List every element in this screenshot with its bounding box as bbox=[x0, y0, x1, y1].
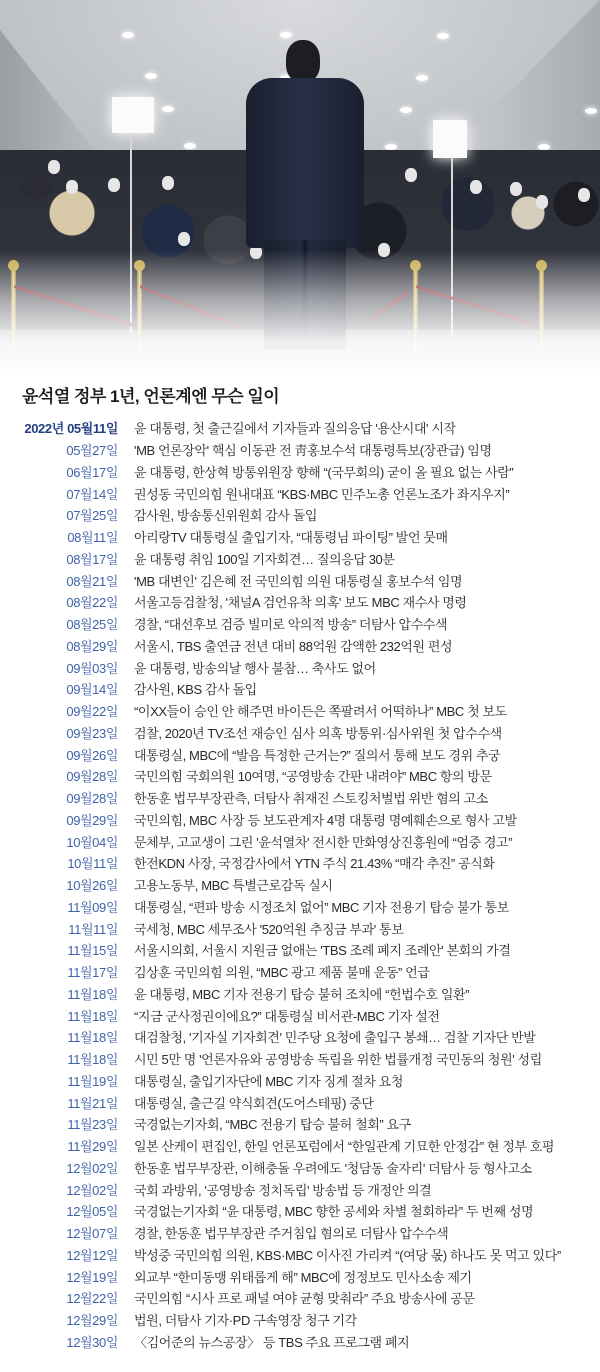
timeline-date: 07월25일 bbox=[66, 508, 118, 524]
timeline-date: 11월18일 bbox=[67, 1008, 118, 1024]
timeline-row bbox=[0, 548, 600, 570]
timeline-date: 12월05일 bbox=[66, 1204, 118, 1220]
timeline-date: 12월29일 bbox=[66, 1313, 118, 1329]
ceiling-light bbox=[400, 107, 412, 113]
timeline-date: 11월09일 bbox=[67, 899, 118, 915]
timeline-date: 11월18일 bbox=[67, 1030, 118, 1046]
timeline-date: 09월28일 bbox=[66, 769, 118, 785]
timeline-event: 대통령실, MBC에 “발음 특정한 근거는?” 질의서 통해 보도 경위 추궁 bbox=[134, 747, 501, 763]
timeline-event: 서울시의회, 서울시 지원금 없애는 'TBS 조례 폐지 조례안' 본회의 가결 bbox=[134, 943, 511, 959]
masked-face bbox=[510, 182, 522, 196]
softbox-light bbox=[112, 97, 154, 133]
timeline-date: 07월14일 bbox=[66, 486, 118, 502]
timeline-date: 11월15일 bbox=[67, 943, 118, 959]
timeline-event: 한전KDN 사장, 국정감사에서 YTN 주식 21.43% “매각 추진” 공식화 bbox=[134, 856, 495, 872]
timeline-date: 08월25일 bbox=[66, 617, 118, 633]
timeline-row bbox=[0, 482, 600, 504]
timeline-row bbox=[0, 613, 600, 635]
timeline-event: 한동훈 법무부장관측, 더탐사 취재진 스토킹처벌법 위반 혐의 고소 bbox=[134, 791, 488, 807]
timeline-event: 대통령실, “편파 방송 시정조치 없어” MBC 기자 전용기 탑승 불가 통보 bbox=[134, 899, 509, 915]
timeline-event: “이XX들이 승인 안 해주면 바이든은 쪽팔려서 어떡하나” MBC 첫 보도 bbox=[134, 704, 507, 720]
timeline-event: 국민의힘 “시사 프로 패널 여야 균형 맞춰라” 주요 방송사에 공문 bbox=[134, 1291, 475, 1307]
timeline-row bbox=[0, 722, 600, 744]
timeline-event: 경찰, “대선후보 검증 빌미로 악의적 방송” 더탐사 압수수색 bbox=[134, 617, 448, 633]
ceiling-light bbox=[122, 32, 134, 38]
ceiling-light bbox=[437, 33, 449, 39]
timeline-row bbox=[0, 439, 600, 461]
timeline-date: 05월27일 bbox=[66, 443, 118, 459]
timeline-row bbox=[0, 917, 600, 939]
timeline-date: 09월22일 bbox=[66, 704, 118, 720]
timeline-date: 12월19일 bbox=[66, 1269, 118, 1285]
timeline-row bbox=[0, 765, 600, 787]
timeline-event: 감사원, KBS 감사 돌입 bbox=[134, 682, 257, 698]
timeline-date: 08월21일 bbox=[66, 573, 118, 589]
timeline-event: 서울고등검찰청, '채널A 검언유착 의혹' 보도 MBC 재수사 명령 bbox=[134, 595, 467, 611]
timeline-event: 대통령실, 출입기자단에 MBC 기자 징계 절차 요청 bbox=[134, 1073, 404, 1089]
timeline-date: 12월22일 bbox=[66, 1291, 118, 1307]
head bbox=[286, 40, 320, 82]
timeline-date: 12월30일 bbox=[66, 1334, 118, 1350]
timeline-date: 11월19일 bbox=[67, 1073, 118, 1089]
timeline-event: 대검찰청, '기자실 기자회견' 민주당 요청에 출입구 봉쇄… 검찰 기자단 반발 bbox=[134, 1030, 536, 1046]
timeline-date: 2022년 05월11일 bbox=[24, 421, 118, 437]
timeline-row bbox=[0, 1331, 600, 1353]
masked-face bbox=[470, 180, 482, 194]
timeline-row bbox=[0, 417, 600, 439]
timeline-event: 국경없는기자회 “윤 대통령, MBC 향한 공세와 차별 철회하라” 두 번째 성명 bbox=[134, 1204, 534, 1220]
masked-face bbox=[178, 232, 190, 246]
timeline-event: 아리랑TV 대통령실 출입기자, “대통령님 파이팅” 발언 뭇매 bbox=[134, 530, 448, 546]
masked-face bbox=[162, 176, 174, 190]
timeline-event: 국세청, MBC 세무조사 '520억원 추징금 부과' 통보 bbox=[134, 921, 404, 937]
timeline-event: 'MB 대변인' 김은혜 전 국민의힘 의원 대통령실 홍보수석 임명 bbox=[134, 573, 463, 589]
timeline-date: 11월18일 bbox=[67, 1052, 118, 1068]
timeline-event: 경찰, 한동훈 법무부장관 주거침입 혐의로 더탐사 압수수색 bbox=[134, 1226, 449, 1242]
timeline-date: 08월29일 bbox=[66, 638, 118, 654]
timeline-event: 'MB 언론장악' 핵심 이동관 전 靑홍보수석 대통령특보(장관급) 임명 bbox=[134, 443, 492, 459]
white-fade-overlay bbox=[0, 250, 600, 372]
timeline-row bbox=[0, 1287, 600, 1309]
ceiling-light bbox=[585, 108, 597, 114]
timeline-date: 11월29일 bbox=[67, 1139, 118, 1155]
timeline-row bbox=[0, 569, 600, 591]
timeline-date: 06월17일 bbox=[66, 464, 118, 480]
timeline-event: 국회 과방위, '공영방송 정치독립' 방송법 등 개정안 의결 bbox=[134, 1182, 432, 1198]
ceiling-light bbox=[162, 106, 174, 112]
timeline-event: 감사원, 방송통신위원회 감사 돌입 bbox=[134, 508, 318, 524]
timeline-date: 10월04일 bbox=[66, 834, 118, 850]
timeline-date: 09월29일 bbox=[66, 812, 118, 828]
timeline-row bbox=[0, 983, 600, 1005]
timeline-date: 11월17일 bbox=[67, 965, 118, 981]
timeline-event: 권성동 국민의힘 원내대표 “KBS·MBC 민주노총 언론노조가 좌지우지” bbox=[134, 486, 510, 502]
masked-face bbox=[405, 168, 417, 182]
timeline-row bbox=[0, 1091, 600, 1113]
softbox-light bbox=[433, 120, 467, 158]
timeline-row bbox=[0, 1222, 600, 1244]
timeline-event: 윤 대통령, 첫 출근길에서 기자들과 질의응답 '용산시대' 시작 bbox=[134, 421, 456, 437]
timeline-event: 박성중 국민의힘 의원, KBS·MBC 이사진 가리켜 “(여당 몫) 하나도 못 먹고 있다” bbox=[134, 1247, 561, 1263]
timeline-event: 윤 대통령 취임 100일 기자회견… 질의응답 30분 bbox=[134, 551, 395, 567]
timeline-date: 08월17일 bbox=[66, 551, 118, 567]
press-conference-photo bbox=[0, 0, 600, 372]
timeline-event: 한동훈 법무부장관, 이해충돌 우려에도 '청담동 술자리' 더탐사 등 형사고소 bbox=[134, 1160, 532, 1176]
timeline-row bbox=[0, 1157, 600, 1179]
masked-face bbox=[66, 180, 78, 194]
timeline-row bbox=[0, 700, 600, 722]
masked-face bbox=[536, 195, 548, 209]
masked-face bbox=[108, 178, 120, 192]
timeline-row bbox=[0, 526, 600, 548]
suit-jacket bbox=[246, 78, 364, 248]
timeline-row bbox=[0, 656, 600, 678]
timeline-row bbox=[0, 1200, 600, 1222]
timeline-row bbox=[0, 1178, 600, 1200]
timeline-date: 09월28일 bbox=[66, 791, 118, 807]
timeline-date: 12월12일 bbox=[66, 1247, 118, 1263]
timeline-event: 일본 산케이 편집인, 한일 언론포럼에서 “한일관계 기묘한 안정감” 현 정부 호평 bbox=[134, 1139, 555, 1155]
timeline-date: 08월11일 bbox=[67, 530, 118, 546]
timeline-event: 윤 대통령, MBC 기자 전용기 탑승 불허 조치에 “헌법수호 일환” bbox=[134, 986, 470, 1002]
timeline-event: 서울시, TBS 출연금 전년 대비 88억원 감액한 232억원 편성 bbox=[134, 638, 453, 654]
timeline-row bbox=[0, 787, 600, 809]
timeline-date: 11월21일 bbox=[67, 1095, 118, 1111]
timeline-event: 문체부, 고교생이 그린 '윤석열차' 전시한 만화영상진흥원에 “엄중 경고” bbox=[134, 834, 513, 850]
timeline-list bbox=[0, 417, 600, 1352]
timeline-event: 〈김어준의 뉴스공장〉 등 TBS 주요 프로그램 폐지 bbox=[134, 1334, 410, 1350]
timeline-date: 12월02일 bbox=[66, 1160, 118, 1176]
timeline-row bbox=[0, 1070, 600, 1092]
ceiling-light bbox=[280, 32, 292, 38]
masked-face bbox=[578, 188, 590, 202]
timeline-row bbox=[0, 1113, 600, 1135]
timeline-row bbox=[0, 1135, 600, 1157]
timeline-event: 국경없는기자회, “MBC 전용기 탑승 불허 철회” 요구 bbox=[134, 1117, 411, 1133]
timeline-date: 09월23일 bbox=[66, 725, 118, 741]
timeline-event: 윤 대통령, 방송의날 행사 불참… 축사도 없어 bbox=[134, 660, 376, 676]
timeline-row bbox=[0, 1244, 600, 1266]
timeline-date: 09월26일 bbox=[66, 747, 118, 763]
timeline-row bbox=[0, 461, 600, 483]
timeline-row bbox=[0, 1048, 600, 1070]
timeline-event: 외교부 “한미동맹 위태롭게 해” MBC에 정정보도 민사소송 제기 bbox=[134, 1269, 472, 1285]
timeline-date: 11월23일 bbox=[67, 1117, 118, 1133]
timeline-row bbox=[0, 591, 600, 613]
timeline-event: 고용노동부, MBC 특별근로감독 실시 bbox=[134, 878, 333, 894]
timeline-row bbox=[0, 852, 600, 874]
ceiling-light bbox=[184, 143, 196, 149]
timeline-event: “지금 군사정권이에요?” 대통령실 비서관-MBC 기자 설전 bbox=[134, 1008, 440, 1024]
timeline-date: 12월02일 bbox=[66, 1182, 118, 1198]
timeline-event: 법원, 더탐사 기자·PD 구속영장 청구 기각 bbox=[134, 1313, 357, 1329]
timeline-date: 09월14일 bbox=[66, 682, 118, 698]
timeline-event: 윤 대통령, 한상혁 방통위원장 향해 “(국무회의) 굳이 올 필요 없는 사람” bbox=[134, 464, 514, 480]
timeline-row bbox=[0, 635, 600, 657]
timeline-row bbox=[0, 830, 600, 852]
timeline-row bbox=[0, 1004, 600, 1026]
timeline-row bbox=[0, 678, 600, 700]
masked-face bbox=[48, 160, 60, 174]
timeline-date: 11월11일 bbox=[68, 921, 118, 937]
timeline-row bbox=[0, 874, 600, 896]
article-title: 윤석열 정부 1년, 언론계엔 무슨 일이 bbox=[22, 387, 280, 406]
timeline-row bbox=[0, 809, 600, 831]
timeline-event: 검찰, 2020년 TV조선 재승인 심사 의혹 방통위·심사위원 첫 압수수색 bbox=[134, 725, 502, 741]
timeline-row bbox=[0, 504, 600, 526]
timeline-date: 10월11일 bbox=[67, 856, 118, 872]
timeline-event: 시민 5만 명 '언론자유와 공영방송 독립을 위한 법률개정 국민동의 청원' 성립 bbox=[134, 1052, 542, 1068]
ceiling-light bbox=[145, 73, 157, 79]
timeline-event: 김상훈 국민의힘 의원, “MBC 광고 제품 불매 운동” 언급 bbox=[134, 965, 430, 981]
timeline-row bbox=[0, 743, 600, 765]
timeline-date: 08월22일 bbox=[66, 595, 118, 611]
timeline-event: 대통령실, 출근길 약식회견(도어스테핑) 중단 bbox=[134, 1095, 374, 1111]
timeline-row bbox=[0, 1265, 600, 1287]
timeline-row bbox=[0, 896, 600, 918]
timeline-date: 11월18일 bbox=[67, 986, 118, 1002]
timeline-event: 국민의힘, MBC 사장 등 보도관계자 4명 대통령 명예훼손으로 형사 고발 bbox=[134, 812, 517, 828]
timeline-row bbox=[0, 1026, 600, 1048]
timeline-date: 09월03일 bbox=[66, 660, 118, 676]
timeline-event: 국민의힘 국회의원 10여명, “공영방송 간판 내려야” MBC 항의 방문 bbox=[134, 769, 492, 785]
timeline-date: 10월26일 bbox=[66, 878, 118, 894]
timeline-date: 12월07일 bbox=[66, 1226, 118, 1242]
timeline-row bbox=[0, 961, 600, 983]
ceiling-light bbox=[416, 75, 428, 81]
timeline-row bbox=[0, 1309, 600, 1331]
timeline-row bbox=[0, 939, 600, 961]
